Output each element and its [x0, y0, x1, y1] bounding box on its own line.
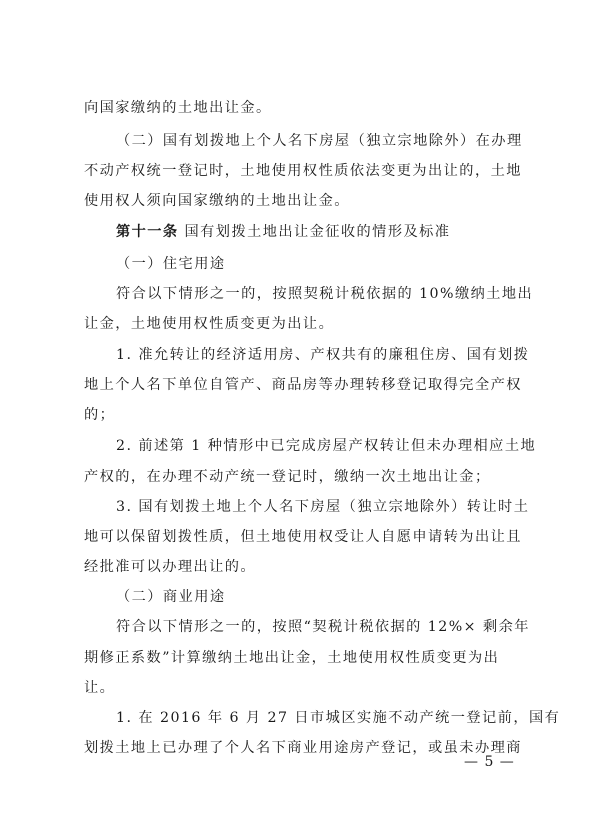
text-line: 1. 在 2016 年 6 月 27 日市城区实施不动产统一登记前，国有 [116, 710, 561, 726]
page-number: — 5 — [464, 754, 515, 770]
text-line: 期修正系数”计算缴纳土地出让金，土地使用权性质变更为出 [84, 650, 500, 666]
section-heading: （一）住宅用途 [116, 256, 226, 272]
text-line: 让。 [84, 680, 116, 696]
text-line: 1. 准允转让的经济适用房、产权共有的廉租住房、国有划拨 [116, 347, 530, 363]
text-line: （二）国有划拨地上个人名下房屋（独立宗地除外）在办理 [116, 133, 523, 149]
text-line: 符合以下情形之一的，按照“契税计税依据的 12%× 剩余年 [116, 619, 530, 635]
section-heading: （二）商业用途 [116, 589, 226, 605]
text-line: 3. 国有划拨土地上个人名下房屋（独立宗地除外）转让时土 [116, 499, 530, 515]
text-line: 地上个人名下单位自管产、商品房等办理转移登记取得完全产权 [84, 377, 522, 393]
article-label: 第十一条 [116, 224, 179, 240]
text-line: 经批准可以办理出让的。 [84, 559, 257, 575]
text-line: 使用权人须向国家缴纳的土地出让金。 [84, 193, 350, 209]
text-line: 产权的，在办理不动产统一登记时，缴纳一次土地出让金； [84, 469, 491, 485]
text-line: 划拨土地上已办理了个人名下商业用途房产登记，或虽未办理商 [84, 740, 522, 756]
text-line: 地可以保留划拨性质，但土地使用权受让人自愿申请转为出让且 [84, 529, 522, 545]
article-heading [116, 222, 450, 242]
article-title: 国有划拨土地出让金征收的情形及标准 [184, 224, 451, 240]
text-line: 的； [84, 407, 116, 423]
text-line: 让金，土地使用权性质变更为出让。 [84, 316, 335, 332]
text-line: 不动产权统一登记时，土地使用权性质依法变更为出让的，土地 [84, 163, 522, 179]
text-line: 向国家缴纳的土地出让金。 [84, 100, 272, 116]
text-line: 2. 前述第 1 种情形中已完成房屋产权转让但未办理相应土地 [116, 438, 537, 454]
text-line: 符合以下情形之一的，按照契税计税依据的 10%缴纳土地出 [116, 286, 534, 302]
